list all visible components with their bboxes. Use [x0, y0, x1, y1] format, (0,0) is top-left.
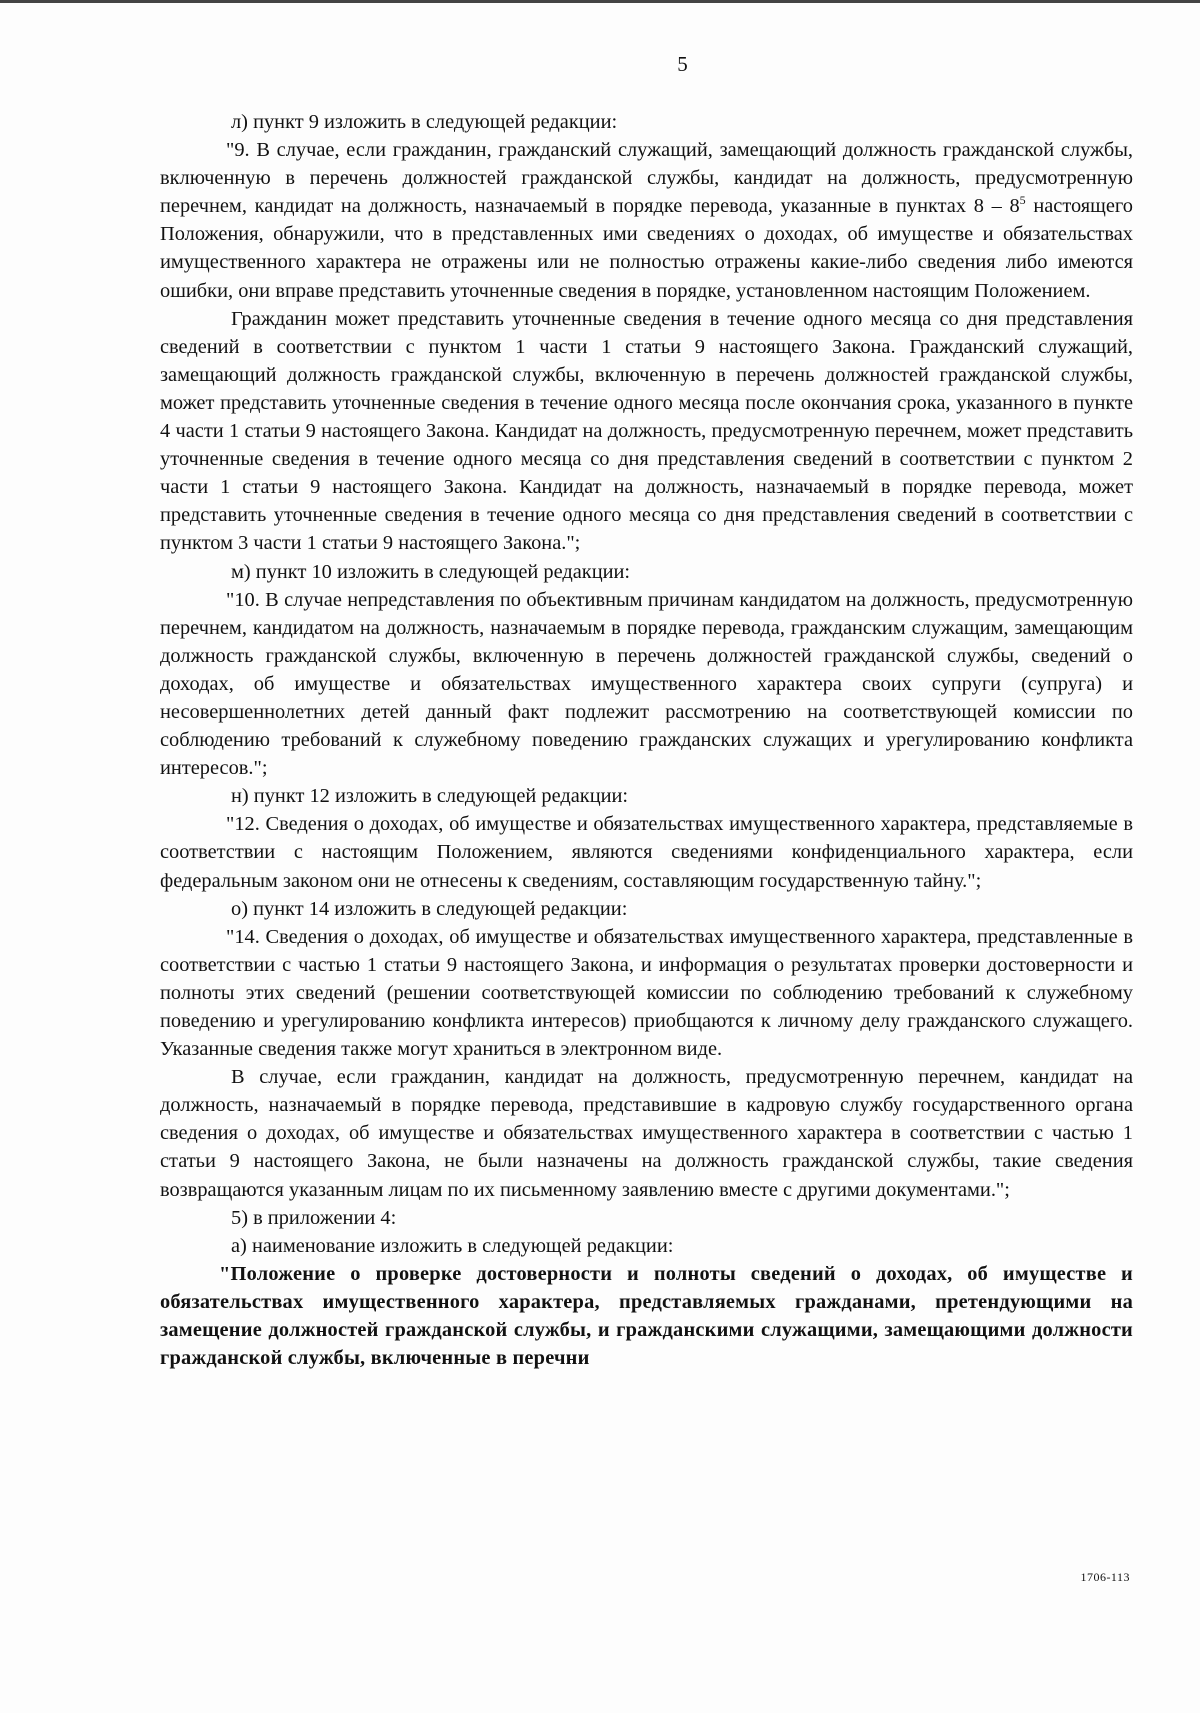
paragraph-title-bold: "Положение о проверке достоверности и полноты сведений о доходах, об имуществе и обязательствах имущественного характера, представляемых гражданами, претендующими на замещение должностей гражданской службы, и гражданскими служащими, замещающими должности гражданской службы, включенные в перечни	[160, 1262, 1133, 1370]
paragraph-case: В случае, если гражданин, кандидат на должность, предусмотренную перечнем, кандидат на должность, назначаемый в порядке перевода, представившие в кадровую службу государственного органа сведения о доходах, об имуществе и обязательствах имущественного характера в соответствии с частью 1 статьи 9 настоящего Закона, не были назначены на должность гражданской службы, такие сведения возвращаются указанным лицам по их письменному заявлению вместе с другими документами.";	[160, 1066, 1133, 1201]
paragraph-citizen: Гражданин может представить уточненные сведения в течение одного месяца со дня представления сведений в соответствии с пунктом 1 части 1 статьи 9 настоящего Закона. Гражданский служащий, замещающий должность гражданской службы, включенную в перечень должностей гражданской службы, может представить уточненные сведения в течение одного месяца после окончания срока, указанного в пункте 4 части 1 статьи 9 настоящего Закона. Кандидат на должность, предусмотренную перечнем, может представить уточненные сведения в течение одного месяца со дня представления сведений в соответствии с пунктом 2 части 1 статьи 9 настоящего Закона. Кандидат на должность, назначаемый в порядке перевода, может представить уточненные сведения в течение одного месяца со дня представления сведений в соответствии с пунктом 3 части 1 статьи 9 настоящего Закона.";	[160, 307, 1133, 555]
paragraph-point-12: "12. Сведения о доходах, об имуществе и обязательствах имущественного характера, представляемые в соответствии с настоящим Положением, являются сведениями конфиденциального характера, если федеральным законом они не отнесены к сведениям, составляющим государственную тайну.";	[160, 813, 1133, 892]
document-code: 1706-113	[1080, 1570, 1130, 1584]
paragraph-point-9-cont: настоящего Положения, обнаружили, что в представленных ими сведениях о доходах, об имуществе и обязательствах имущественного характера не отражены или не полностью отражены какие-либо сведения либо имеются ошибки, они вправе представить уточненные сведения в порядке, установленном настоящим Положением.	[160, 195, 1133, 302]
paragraph-l: л) пункт 9 изложить в следующей редакции:	[231, 111, 618, 133]
paragraph-m: м) пункт 10 изложить в следующей редакции:	[231, 560, 631, 583]
paragraph-point-14: "14. Сведения о доходах, об имуществе и обязательствах имущественного характера, представленные в соответствии с частью 1 статьи 9 настоящего Закона, и информация о результатах проверки достоверности и полноты этих сведений (решении соответствующей комиссии по соблюдению требований к служебному поведению и урегулированию конфликта интересов) приобщаются к личному делу гражданского служащего. Указанные сведения также могут храниться в электронном виде.	[160, 925, 1133, 1061]
paragraph-point-9	[160, 136, 1133, 305]
paragraph-o: о) пункт 14 изложить в следующей редакции:	[231, 897, 628, 920]
superscript-five: 5	[1019, 193, 1026, 208]
paragraph-point-9-text: "9. В случае, если гражданин, гражданский служащий, замещающий должность гражданской службы, включенную в перечень должностей гражданской службы, кандидат на должность, предусмотренную перечнем, кандидат на должность, назначаемый в порядке перевода, указанные в пунктах 8 – 8	[160, 139, 1133, 218]
paragraph-a: а) наименование изложить в следующей редакции:	[231, 1234, 674, 1257]
paragraph-point-10: "10. В случае непредставления по объективным причинам кандидатом на должность, предусмотренную перечнем, кандидатом на должность, назначаемым в порядке перевода, гражданским служащим, замещающим должность гражданской службы, включенную в перечень должностей гражданской службы, сведений о доходах, об имуществе и обязательствах имущественного характера своих супруги (супруга) и несовершеннолетних детей данный факт подлежит рассмотрению на соответствующей комиссии по соблюдению требований к служебному поведению гражданских служащих и урегулированию конфликта интересов.";	[160, 588, 1133, 780]
paragraph-n: н) пункт 12 изложить в следующей редакции:	[231, 785, 629, 808]
scan-edge	[0, 0, 1200, 3]
paragraph-appendix-4: 5) в приложении 4:	[231, 1206, 397, 1229]
page-number: 5	[677, 52, 688, 76]
document-body	[160, 108, 1133, 1372]
